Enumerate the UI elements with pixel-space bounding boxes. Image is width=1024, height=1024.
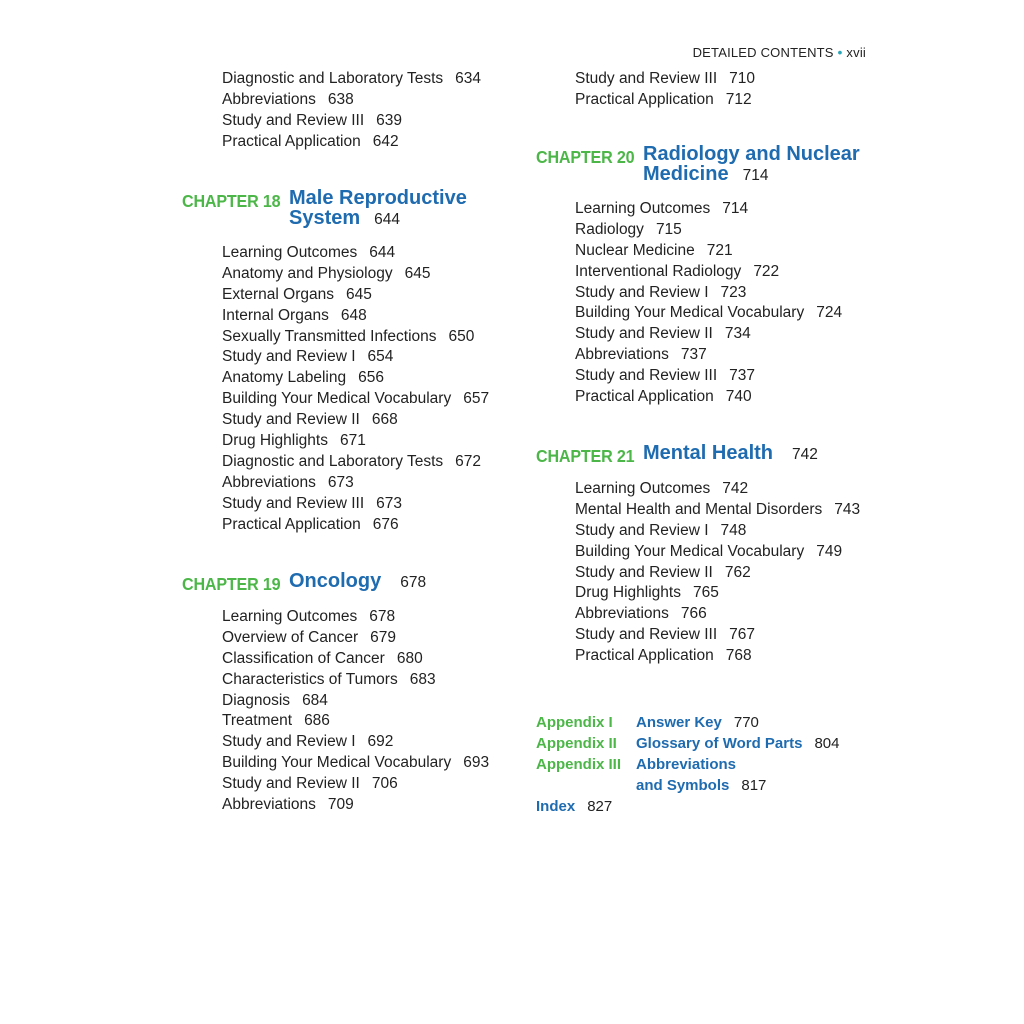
running-head-page: xvii — [846, 45, 866, 60]
chapter-18-entries — [222, 243, 489, 535]
toc-entry[interactable] — [222, 711, 489, 732]
entry-page: 743 — [834, 500, 861, 518]
entry-label: Study and Review I — [575, 283, 709, 301]
entry-label: Building Your Medical Vocabulary — [222, 390, 452, 408]
toc-entry[interactable] — [222, 607, 489, 628]
toc-entry[interactable] — [575, 220, 842, 241]
entry-page: 740 — [725, 388, 752, 406]
chapter-title-line1: Male Reproductive — [289, 187, 467, 209]
toc-entry[interactable] — [222, 753, 489, 774]
entry-page: 692 — [367, 733, 394, 751]
entry-page: 673 — [376, 494, 403, 512]
entry-page: 749 — [816, 542, 843, 560]
toc-entry[interactable] — [222, 327, 489, 348]
chapter-title-line1-wrap — [643, 144, 860, 164]
chapter-title: Mental Health — [643, 442, 774, 464]
entry-page: 724 — [816, 304, 843, 322]
toc-entry[interactable] — [222, 494, 489, 515]
toc-entry[interactable] — [222, 670, 489, 691]
entry-page: 712 — [725, 90, 752, 108]
entry-label: Building Your Medical Vocabulary — [222, 754, 452, 772]
toc-entry[interactable] — [222, 111, 481, 132]
entry-label: Practical Application — [575, 90, 714, 108]
chapter-19-entries — [222, 607, 489, 816]
toc-entry[interactable] — [222, 132, 481, 153]
chapter-page: 742 — [792, 446, 818, 463]
entry-page: 714 — [722, 200, 749, 217]
entry-page: 671 — [339, 432, 366, 450]
entry-page: 676 — [372, 515, 399, 533]
toc-entry[interactable] — [575, 345, 842, 366]
entry-label: Study and Review II — [575, 325, 713, 343]
entry-page: 683 — [409, 670, 436, 688]
entry-page: 642 — [372, 132, 399, 150]
entry-page: 673 — [327, 473, 354, 491]
appendix-page: 770 — [733, 714, 759, 731]
entry-label: Internal Organs — [222, 306, 329, 324]
toc-entry[interactable] — [575, 563, 860, 584]
entry-label: External Organs — [222, 285, 334, 303]
toc-entry[interactable] — [222, 649, 489, 670]
toc-entry[interactable] — [222, 431, 489, 452]
continued-entries-right — [575, 69, 755, 111]
entry-page: 679 — [370, 628, 396, 646]
toc-entry[interactable] — [222, 90, 481, 111]
bullet-icon: • — [837, 44, 843, 60]
toc-entry[interactable] — [575, 69, 755, 90]
entry-label: Drug Highlights — [575, 584, 681, 602]
entry-page: 762 — [724, 563, 751, 581]
appendix-title: Abbreviations — [636, 756, 737, 773]
appendix-title: Answer Key — [636, 714, 722, 731]
toc-entry[interactable] — [222, 264, 489, 285]
entry-label: Nuclear Medicine — [575, 241, 695, 259]
chapter-number: CHAPTER 21 — [536, 446, 635, 466]
entry-page: 722 — [753, 262, 780, 280]
entry-page: 706 — [371, 775, 398, 793]
entry-label: Abbreviations — [222, 90, 316, 108]
toc-entry[interactable] — [575, 90, 755, 111]
appendix-label: Appendix I — [536, 714, 613, 731]
entry-label: Study and Review III — [575, 367, 718, 385]
appendix-3[interactable] — [536, 754, 876, 775]
appendix-label: Appendix II — [536, 735, 617, 752]
chapter-page: 644 — [374, 211, 401, 228]
chapter-title-line1: Radiology and Nuclear — [643, 143, 860, 165]
chapter-number: CHAPTER 19 — [182, 574, 281, 594]
toc-entry[interactable] — [222, 628, 489, 649]
entry-page: 668 — [371, 411, 398, 429]
entry-label: Study and Review I — [222, 733, 356, 751]
toc-entry[interactable] — [222, 410, 489, 431]
entry-label: Abbreviations — [575, 346, 669, 364]
toc-entry[interactable] — [575, 500, 860, 521]
appendix-title-line2: and Symbols — [636, 777, 730, 794]
index-page: 827 — [587, 798, 613, 815]
appendix-title-wrap — [636, 775, 766, 796]
toc-entry[interactable] — [222, 368, 489, 389]
chapter-page: 714 — [742, 167, 769, 184]
toc-entry[interactable] — [222, 473, 489, 494]
toc-entry[interactable] — [575, 387, 842, 408]
entry-label: Characteristics of Tumors — [222, 670, 398, 688]
chapter-title — [289, 188, 467, 208]
entry-page: 721 — [706, 241, 733, 259]
entry-label: Diagnostic and Laboratory Tests — [222, 70, 444, 87]
running-head-label: DETAILED CONTENTS — [692, 45, 834, 60]
appendix-label: Appendix III — [536, 756, 622, 773]
entry-label: Study and Review III — [575, 626, 718, 644]
toc-entry[interactable] — [575, 262, 842, 283]
entry-page: 765 — [692, 584, 719, 602]
toc-entry[interactable] — [575, 303, 842, 324]
toc-entry[interactable] — [222, 515, 489, 536]
entry-label: Study and Review I — [222, 348, 356, 366]
chapter-title-line2: System — [289, 207, 361, 229]
chapter-title-wrap — [289, 571, 426, 593]
entry-label: Classification of Cancer — [222, 649, 385, 667]
entry-label: Learning Outcomes — [575, 200, 711, 217]
entry-label: Study and Review III — [222, 494, 365, 512]
entry-label: Interventional Radiology — [575, 262, 742, 280]
entry-label: Study and Review II — [575, 563, 713, 581]
entry-page: 709 — [327, 796, 354, 814]
entry-label: Drug Highlights — [222, 432, 328, 450]
chapter-page: 678 — [400, 574, 427, 591]
toc-entry[interactable] — [575, 542, 860, 563]
entry-page: 644 — [369, 244, 396, 261]
toc-entry[interactable] — [222, 347, 489, 368]
entry-label: Treatment — [222, 712, 293, 730]
entry-label: Learning Outcomes — [575, 480, 711, 497]
entry-page: 723 — [720, 283, 747, 301]
entry-page: 693 — [463, 754, 490, 772]
entry-page: 734 — [724, 325, 751, 343]
entry-label: Anatomy Labeling — [222, 369, 347, 387]
toc-entry[interactable] — [222, 306, 489, 327]
entry-page: 656 — [358, 369, 384, 387]
entry-page: 645 — [404, 264, 431, 282]
entry-label: Overview of Cancer — [222, 628, 359, 646]
entry-page: 672 — [455, 452, 482, 470]
chapter-number: CHAPTER 20 — [536, 147, 635, 167]
chapter-20-entries — [575, 199, 842, 408]
appendix-2[interactable] — [536, 733, 876, 754]
chapter-title-wrap — [643, 443, 818, 465]
entry-page: 767 — [729, 626, 756, 644]
index-label: Index — [536, 798, 576, 815]
entry-page: 715 — [655, 220, 682, 238]
appendix-title-wrap — [636, 712, 759, 733]
entry-page: 768 — [725, 647, 752, 665]
entry-label: Learning Outcomes — [222, 244, 358, 261]
toc-entry[interactable] — [222, 389, 489, 410]
entry-page: 634 — [455, 70, 482, 87]
toc-entry[interactable] — [575, 324, 842, 345]
entry-label: Building Your Medical Vocabulary — [575, 542, 805, 560]
entry-label: Diagnostic and Laboratory Tests — [222, 452, 444, 470]
entry-page: 737 — [680, 346, 707, 364]
appendix-title-wrap — [636, 733, 839, 754]
entry-label: Study and Review II — [222, 411, 360, 429]
entry-page: 766 — [680, 605, 707, 623]
toc-entry[interactable] — [222, 285, 489, 306]
entry-page: 639 — [376, 111, 403, 129]
entry-page: 650 — [448, 327, 475, 345]
appendix-page: 804 — [814, 735, 840, 752]
toc-entry[interactable] — [575, 646, 860, 667]
entry-label: Sexually Transmitted Infections — [222, 327, 437, 345]
continued-entries-left — [222, 69, 481, 153]
index-entry[interactable] — [536, 796, 612, 817]
entry-label: Learning Outcomes — [222, 608, 358, 625]
toc-entry[interactable] — [222, 732, 489, 753]
chapter-title-line2: Medicine — [643, 163, 729, 185]
entry-page: 645 — [346, 285, 372, 303]
appendix-page: 817 — [741, 777, 767, 794]
entry-label: Mental Health and Mental Disorders — [575, 500, 823, 518]
entry-page: 648 — [340, 306, 367, 324]
entry-label: Study and Review II — [222, 775, 360, 793]
running-head — [600, 44, 866, 60]
toc-entry[interactable] — [575, 199, 842, 220]
appendix-title: Glossary of Word Parts — [636, 735, 803, 752]
entry-label: Study and Review III — [575, 70, 718, 87]
entry-label: Radiology — [575, 220, 644, 238]
toc-entry[interactable] — [575, 521, 860, 542]
toc-entry[interactable] — [222, 774, 489, 795]
toc-entry[interactable] — [222, 795, 489, 816]
entry-page: 684 — [302, 691, 328, 709]
entry-page: 748 — [720, 521, 747, 539]
toc-entry[interactable] — [222, 243, 489, 264]
chapter-21-entries — [575, 479, 860, 667]
entry-page: 710 — [729, 70, 756, 87]
entry-page: 657 — [463, 390, 490, 408]
entry-label: Abbreviations — [222, 473, 316, 491]
toc-entry[interactable] — [222, 691, 489, 712]
entry-page: 678 — [369, 608, 396, 625]
toc-entry[interactable] — [575, 241, 842, 262]
chapter-title: Oncology — [289, 570, 382, 592]
entry-label: Anatomy and Physiology — [222, 264, 393, 282]
entry-label: Abbreviations — [575, 605, 669, 623]
toc-entry[interactable] — [575, 583, 860, 604]
entry-label: Study and Review I — [575, 521, 709, 539]
entry-label: Study and Review III — [222, 111, 365, 129]
entry-page: 638 — [327, 90, 354, 108]
toc-entry[interactable] — [575, 283, 842, 304]
entry-page: 686 — [304, 712, 330, 730]
entry-label: Practical Application — [222, 132, 361, 150]
entry-page: 742 — [722, 480, 749, 497]
entry-label: Building Your Medical Vocabulary — [575, 304, 805, 322]
entry-label: Practical Application — [575, 647, 714, 665]
entry-label: Diagnosis — [222, 691, 291, 709]
entry-label: Practical Application — [222, 515, 361, 533]
entry-label: Practical Application — [575, 388, 714, 406]
toc-entry[interactable] — [575, 366, 842, 387]
entry-page: 680 — [396, 649, 423, 667]
toc-entry[interactable] — [575, 625, 860, 646]
entry-label: Abbreviations — [222, 796, 316, 814]
entry-page: 654 — [367, 348, 394, 366]
chapter-title-line2-wrap — [289, 208, 400, 230]
chapter-title-line2-wrap — [643, 164, 768, 186]
toc-entry[interactable] — [575, 479, 860, 500]
chapter-number: CHAPTER 18 — [182, 191, 281, 211]
toc-entry[interactable] — [575, 604, 860, 625]
toc-entry[interactable] — [222, 452, 489, 473]
appendix-1[interactable] — [536, 712, 876, 733]
toc-entry[interactable] — [222, 69, 481, 90]
appendix-3-line2[interactable] — [536, 775, 876, 796]
entry-page: 737 — [729, 367, 756, 385]
